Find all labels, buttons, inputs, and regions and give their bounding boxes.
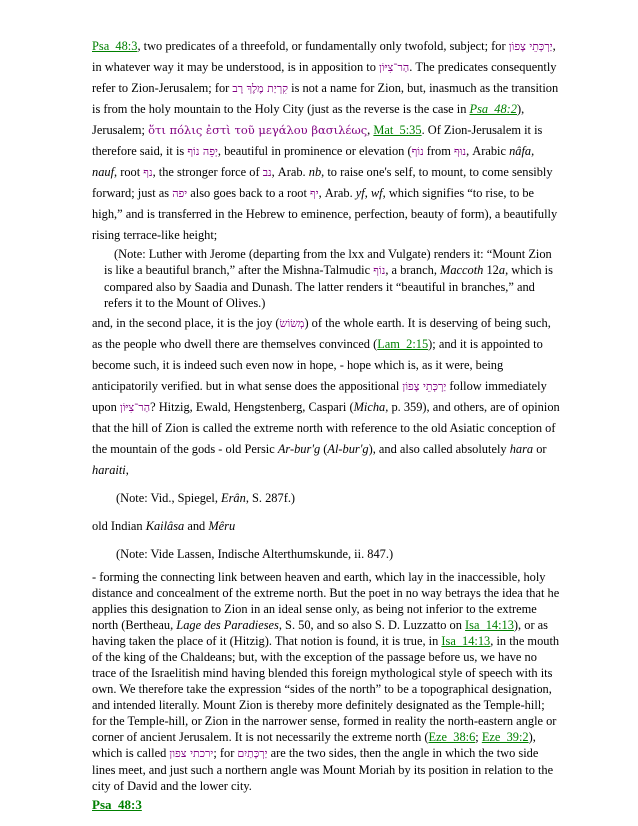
hebrew-phrase: קִרְיַת מֶלֶךְ רָב bbox=[232, 82, 289, 95]
verse-link-eze-38-6[interactable]: Eze_38:6 bbox=[428, 730, 476, 744]
text: ; bbox=[475, 730, 482, 744]
paragraph-4 bbox=[92, 569, 562, 794]
spacer bbox=[92, 481, 562, 488]
tractate-title: Maccoth bbox=[440, 263, 484, 277]
text: follow immediately upon bbox=[92, 379, 547, 414]
text: , Arab. bbox=[271, 165, 309, 179]
paragraph-2 bbox=[92, 313, 562, 481]
note-lassen bbox=[92, 544, 562, 565]
text: , root bbox=[114, 165, 144, 179]
hebrew-root: יף bbox=[310, 187, 319, 200]
arabic-translit: nâfa, nauf bbox=[92, 144, 535, 179]
text: , which is compared also by Saadia and Dunash. The latter renders it “beautiful in branches,” and refers it to the Mount of Olives.) bbox=[104, 263, 553, 310]
text: , S. 287f.) bbox=[245, 491, 296, 505]
text: , two predicates of a threefold, or fundamentally only twofold, subject; for bbox=[137, 39, 509, 53]
text: ); and it is appointed to become such, it is indeed such even now in hope, - hope which is, as it were, being anticipatorily verified. but in what sense does the appositional bbox=[92, 337, 543, 393]
hebrew-phrase: יַרְכְּתֵי צָפוֹן bbox=[402, 380, 447, 393]
verse-link-psa-48-3[interactable]: Psa_48:3 bbox=[92, 39, 138, 53]
verse-link-psa-48-2[interactable]: Psa_48:2 bbox=[469, 102, 517, 116]
hebrew-root: נף bbox=[143, 166, 153, 179]
text: ; for bbox=[213, 746, 238, 760]
text: , in whatever way it may be understood, is in apposition to bbox=[92, 39, 556, 74]
folio-side: a bbox=[498, 263, 506, 277]
text: and, in the second place, it is the joy ( bbox=[92, 316, 280, 330]
text: from bbox=[423, 144, 454, 158]
text: , the stronger force of bbox=[152, 165, 263, 179]
text: ), which is called bbox=[92, 730, 536, 760]
text: 12 bbox=[483, 263, 499, 277]
hebrew-root: נב bbox=[262, 166, 272, 179]
text: (Note: Luther with Jerome (departing from the lxx and Vulgate) renders it: “Mount Zion is like a beautiful branch,” after the Mishna-Talmudic bbox=[104, 247, 552, 277]
book-title: Lage des Paradieses bbox=[176, 618, 279, 632]
text: , p. 359), and others, are of opinion that the hill of Zion is called the extreme north with reference to the old Asiatic conception of the mountain of the gods - old Persic bbox=[92, 400, 560, 456]
text: , Arab. bbox=[318, 186, 356, 200]
commentary-page bbox=[92, 36, 562, 815]
text: also goes back to a root bbox=[187, 186, 311, 200]
text: , which signifies “to rise, to be high,” and is transferred in the Hebrew to eminence, perfection, beauty of form), a beautifully rising terrace-like height; bbox=[92, 186, 558, 242]
text: . The predicates consequently refer to Zion-Jerusalem; for bbox=[92, 60, 557, 95]
hebrew-phrase: יְפֵה נוֹף bbox=[187, 145, 218, 158]
verse-link-isa-14-13[interactable]: Isa_14:13 bbox=[465, 618, 514, 632]
text: ( bbox=[320, 442, 328, 456]
text: , bbox=[367, 123, 374, 137]
paragraph-3 bbox=[92, 516, 562, 537]
text: or bbox=[533, 442, 547, 456]
verse-link-lam-2-15[interactable]: Lam_2:15 bbox=[377, 337, 429, 351]
text: , in the mouth of the king of the Chaldeans; but, with the exception of the passage before us, we have no trace of the Israelitish mind having blended this foreign mythological style of speech with its own. We therefore take the expression “sides of the north” to be a topographical designation, and intended literally. Mount Zion is thereby more definitely designated as the Temple-hill; for the Temple-hill, or Zion in the narrower sense, formed in reality the north-eastern angle or corner of ancient Jerusalem. It is not necessarily the extreme north ( bbox=[92, 634, 560, 744]
text: ), or as having taken the place of it (Hitzig). That notion is found, it is true, in bbox=[92, 618, 548, 648]
hebrew-phrase: הַר־צִיּוֹן bbox=[119, 401, 151, 414]
text: , to raise one's self, to mount, to come sensibly forward; just as bbox=[92, 165, 553, 200]
hebrew-word: יַרְכָּתַיִם bbox=[237, 747, 268, 760]
text: ? Hitzig, Ewald, Hengstenberg, Caspari ( bbox=[150, 400, 354, 414]
hebrew-phrase: יַרְכְּתֵי צָפוֹן bbox=[508, 40, 553, 53]
note-spiegel bbox=[92, 488, 562, 509]
text: ), Jerusalem; bbox=[92, 102, 525, 137]
verse-link-isa-14-13[interactable]: Isa_14:13 bbox=[441, 634, 491, 648]
book-title: Erân bbox=[221, 491, 246, 505]
hebrew-word: מְשׂוֹשׂ bbox=[279, 317, 305, 330]
persic-term: Ar-bur'g bbox=[277, 442, 321, 456]
text: (Note: Vide Lassen, Indische Alterthumskunde, ii. 847.) bbox=[116, 547, 394, 561]
text: - forming the connecting link between heaven and earth, which lay in the inaccessible, holy distance and concealment of the extreme north. But the poet in no way betrays the idea that he applies this designation to Zion in an ideal sense only, as being not inferior to the extreme north (Bertheau, bbox=[92, 570, 560, 632]
book-title: Micha bbox=[353, 400, 386, 414]
persic-term: hara bbox=[509, 442, 534, 456]
verse-link-mat-5-35[interactable]: Mat_5:35 bbox=[373, 123, 422, 137]
text: , S. 50, and so also S. D. Luzzatto on bbox=[278, 618, 466, 632]
text: , bbox=[125, 463, 129, 477]
text: . Of Zion-Jerusalem it is therefore said, it is bbox=[92, 123, 543, 158]
hebrew-word: נוּף bbox=[453, 145, 467, 158]
text: ) of the whole earth. It is deserving of being such, as the people who dwell there are themselves convinced ( bbox=[92, 316, 551, 351]
hebrew-phrase: הַר־צִיּוֹן bbox=[379, 61, 410, 74]
hebrew-phrase: ירכתי צפון bbox=[169, 747, 214, 760]
hebrew-word: נוֹף bbox=[411, 145, 424, 158]
verse-link-eze-39-2[interactable]: Eze_39:2 bbox=[481, 730, 529, 744]
paragraph-1 bbox=[92, 36, 562, 246]
spacer bbox=[92, 537, 562, 544]
hebrew-word: יפה bbox=[172, 187, 188, 200]
next-verse-heading[interactable]: Psa_48:3 bbox=[92, 797, 142, 812]
text: , a branch, bbox=[385, 263, 441, 277]
persic-term: Al-bur'g bbox=[327, 442, 369, 456]
text: , Arabic bbox=[466, 144, 510, 158]
spacer bbox=[92, 509, 562, 516]
text: and bbox=[184, 519, 209, 533]
text: old Indian bbox=[92, 519, 146, 533]
text: (Note: Vid., Spiegel, bbox=[116, 491, 222, 505]
greek-phrase: ὅτι πόλις ἐστὶ τοῦ μεγάλου βασιλέως bbox=[148, 123, 368, 137]
text: are the two sides, then the angle in which the two side lines meet, and just such a northern angle was Mount Moriah by its position in relation to the city of David and the lower city. bbox=[92, 746, 554, 793]
arabic-translit: yf, wf bbox=[355, 186, 383, 200]
note-luther bbox=[92, 246, 562, 311]
text: is not a name for Zion, but, inasmuch as the transition is from the holy mountain to the Holy City (just as the reverse is the case in bbox=[92, 81, 559, 116]
sanskrit-term: Kailâsa bbox=[145, 519, 185, 533]
arabic-translit: nb bbox=[308, 165, 322, 179]
sanskrit-term: Mêru bbox=[208, 519, 236, 533]
text: , beautiful in prominence or elevation ( bbox=[217, 144, 412, 158]
persic-term: haraiti bbox=[92, 463, 126, 477]
text: ), and also called absolutely bbox=[368, 442, 510, 456]
hebrew-word: נוֹף bbox=[373, 264, 386, 277]
